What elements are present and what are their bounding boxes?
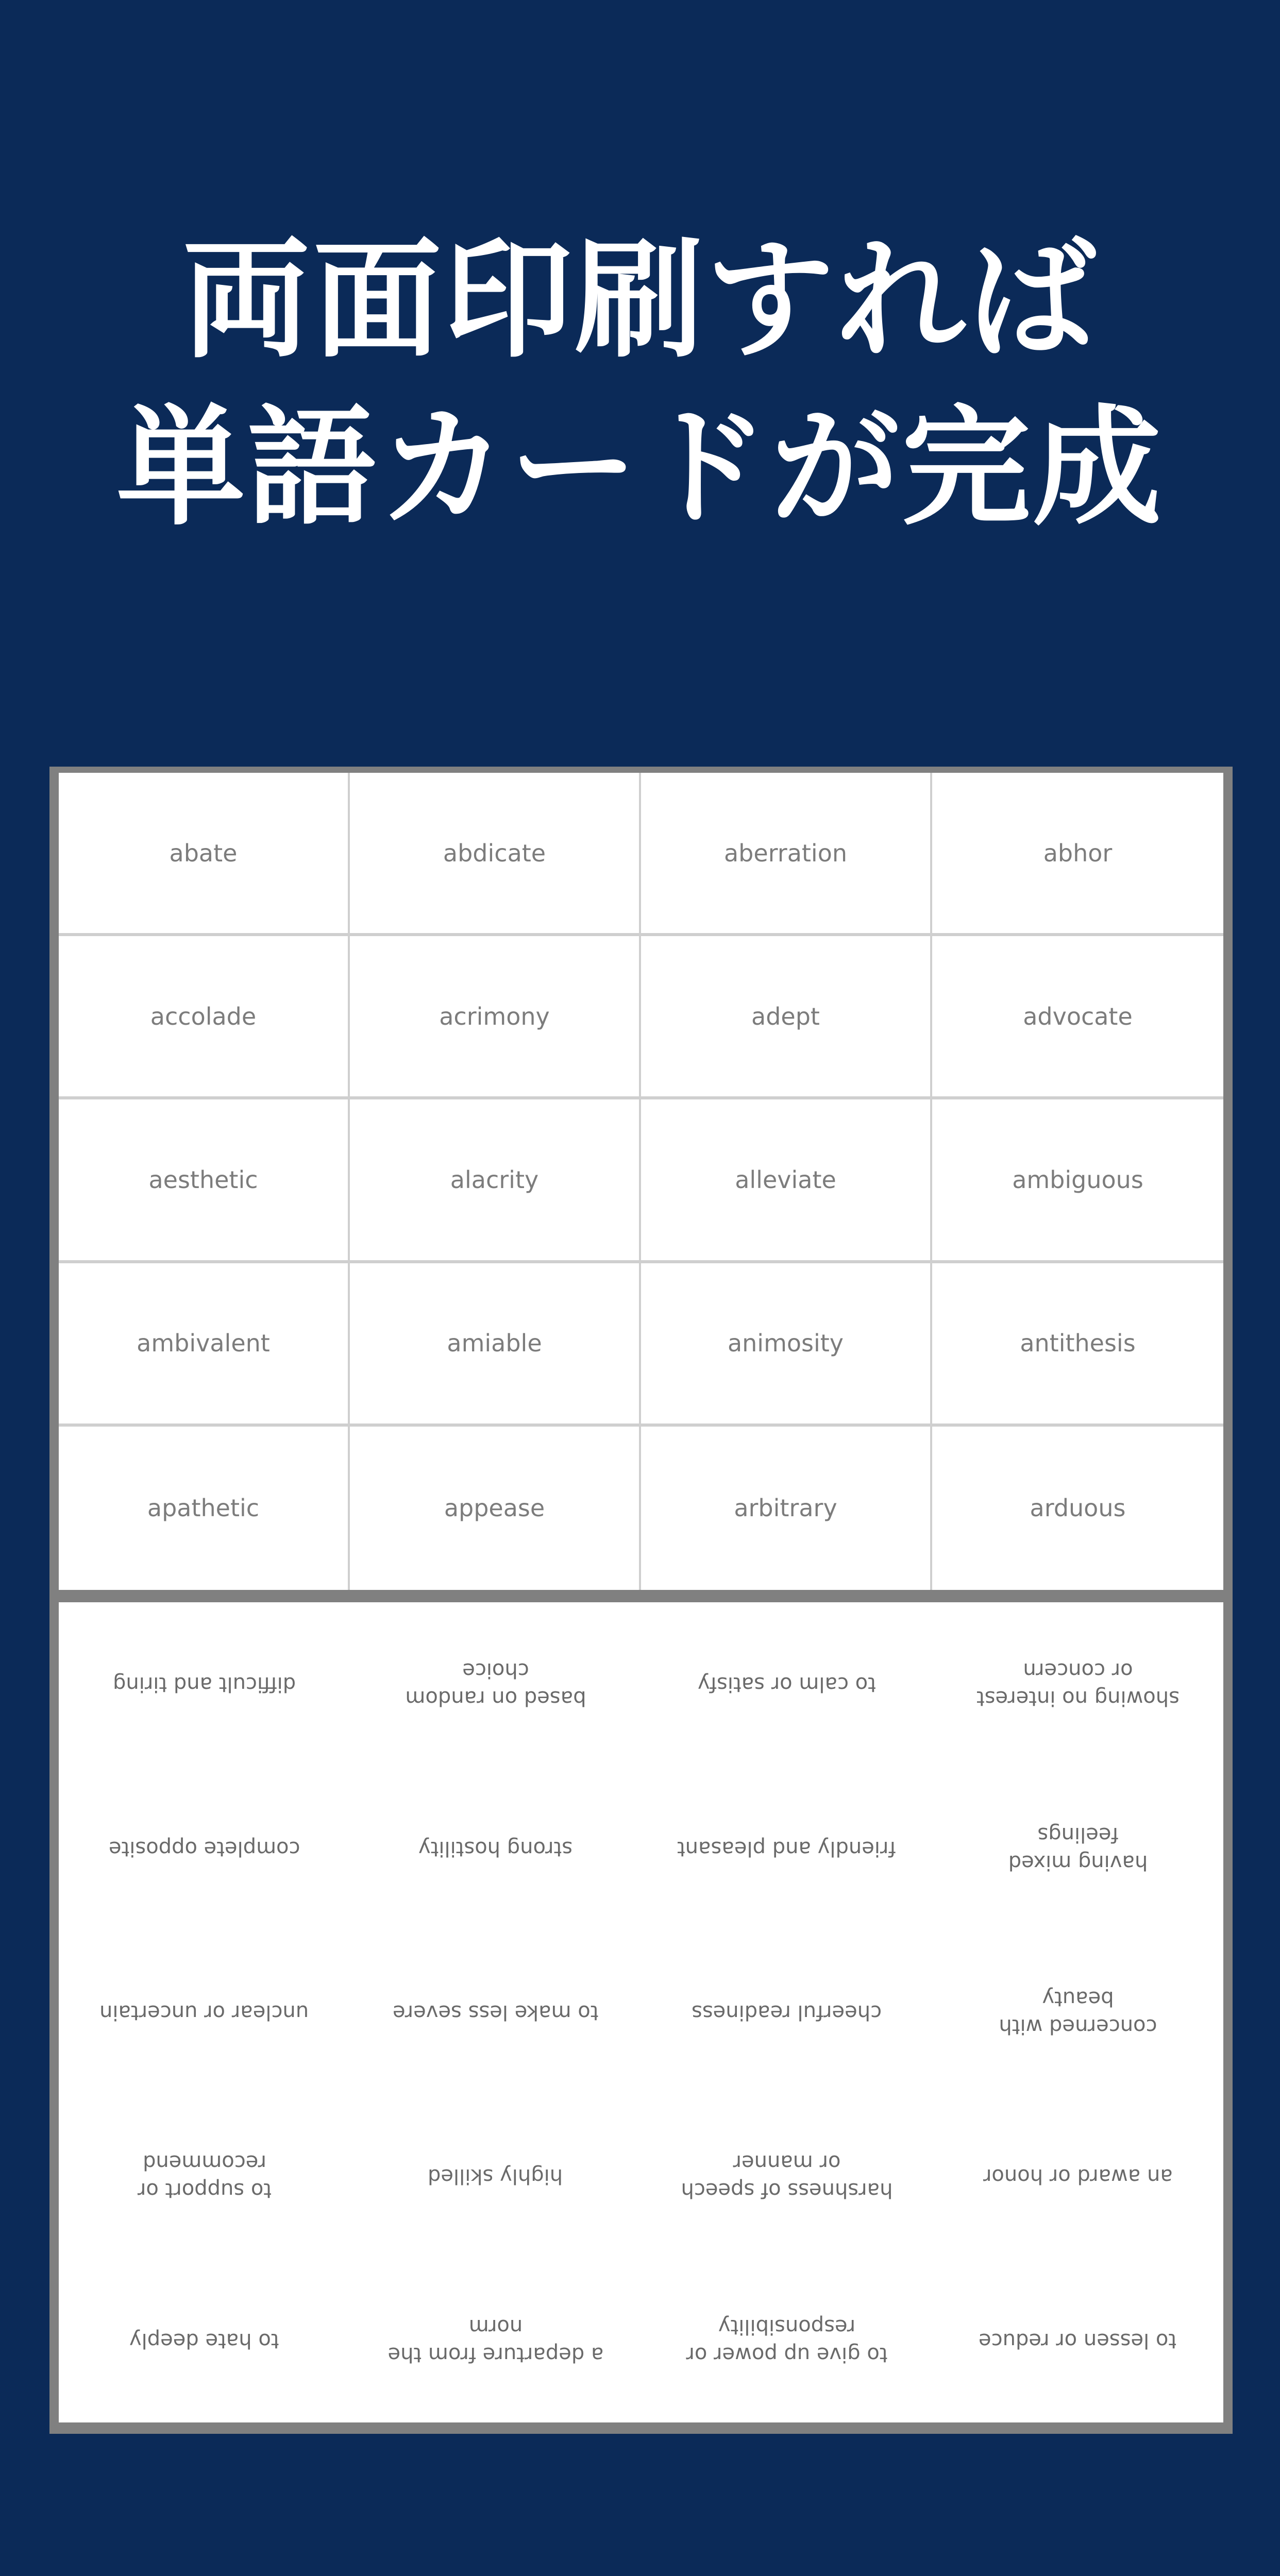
front-card <box>932 1263 1223 1427</box>
card-definition: based on random choice <box>405 1658 586 1710</box>
card-word: antithesis <box>1020 1329 1136 1358</box>
card-word: advocate <box>1023 1002 1133 1030</box>
front-card <box>59 1099 350 1263</box>
front-card <box>350 1099 641 1263</box>
front-card <box>350 773 641 936</box>
card-word: aberration <box>723 839 847 867</box>
headline <box>0 216 1280 551</box>
back-card <box>641 1602 932 1766</box>
card-definition: concerned with beauty <box>998 1986 1157 2038</box>
front-card <box>641 1099 932 1263</box>
back-card <box>932 1766 1223 1930</box>
front-card <box>59 1427 350 1590</box>
card-word: arbitrary <box>734 1494 837 1522</box>
card-definition: difficult and tiring <box>112 1672 296 1697</box>
front-card <box>641 936 932 1099</box>
back-card <box>932 2259 1223 2422</box>
back-card <box>932 1930 1223 2094</box>
front-card-grid <box>59 773 1223 1590</box>
back-card <box>350 1766 641 1930</box>
card-word: ambivalent <box>137 1329 270 1358</box>
card-definition: friendly and pleasant <box>677 1836 896 1860</box>
back-card <box>641 2094 932 2258</box>
back-card <box>641 1766 932 1930</box>
back-card <box>932 1602 1223 1766</box>
front-card <box>59 773 350 936</box>
card-word: arduous <box>1030 1494 1126 1522</box>
card-definition: having mixed feelings <box>1008 1822 1148 1874</box>
back-card <box>59 2259 350 2422</box>
card-definition: to calm or satisfy <box>697 1672 876 1697</box>
card-definition: to lessen or reduce <box>979 2328 1177 2352</box>
front-card <box>932 1427 1223 1590</box>
card-word: abhor <box>1043 839 1113 867</box>
card-word: abate <box>169 839 238 867</box>
card-word: animosity <box>727 1329 844 1358</box>
card-definition: harshness of speech or manner <box>681 2150 892 2202</box>
card-word: alacrity <box>450 1165 539 1194</box>
card-definition: unclear or uncertain <box>99 2000 309 2024</box>
back-card <box>350 2259 641 2422</box>
card-word: adept <box>751 1002 820 1030</box>
back-card <box>350 2094 641 2258</box>
card-definition: cheerful readiness <box>691 2000 882 2024</box>
front-card <box>641 1427 932 1590</box>
front-card <box>641 1263 932 1427</box>
card-word: abdicate <box>443 839 546 867</box>
front-card <box>350 1263 641 1427</box>
front-card <box>932 773 1223 936</box>
card-word: accolade <box>150 1002 257 1030</box>
front-card <box>350 936 641 1099</box>
front-card <box>932 1099 1223 1263</box>
headline-line-2: 単語カードが完成 <box>116 393 1164 543</box>
back-sheet <box>59 1602 1223 2422</box>
print-preview <box>49 767 1233 2434</box>
card-definition: an award or honor <box>983 2164 1173 2189</box>
card-word: amiable <box>447 1329 542 1358</box>
card-word: alleviate <box>735 1165 836 1194</box>
front-card <box>932 936 1223 1099</box>
back-card <box>641 1930 932 2094</box>
card-definition: strong hostility <box>418 1836 573 1860</box>
front-card <box>59 1263 350 1427</box>
card-word: apathetic <box>147 1494 260 1522</box>
front-card <box>641 773 932 936</box>
back-card <box>59 1766 350 1930</box>
headline-line-1: 両面印刷すれば <box>182 225 1098 375</box>
back-card <box>59 1602 350 1766</box>
card-definition: highly skilled <box>428 2164 563 2189</box>
back-card-grid <box>59 1602 1223 2422</box>
card-definition: to hate deeply <box>129 2328 279 2352</box>
back-card <box>59 1930 350 2094</box>
back-card <box>641 2259 932 2422</box>
card-definition: to make less severe <box>392 2000 599 2024</box>
card-word: aesthetic <box>148 1165 258 1194</box>
card-definition: to support or recommend <box>137 2150 272 2202</box>
front-card <box>350 1427 641 1590</box>
card-definition: showing no interest or concern <box>976 1658 1180 1710</box>
card-word: ambiguous <box>1012 1165 1143 1194</box>
back-card <box>350 1602 641 1766</box>
back-card <box>59 2094 350 2258</box>
card-word: acrimony <box>439 1002 550 1030</box>
front-sheet <box>59 773 1223 1590</box>
card-definition: complete opposite <box>108 1836 300 1860</box>
back-card <box>350 1930 641 2094</box>
card-word: appease <box>444 1494 545 1522</box>
front-card <box>59 936 350 1099</box>
card-definition: a departure from the norm <box>388 2314 603 2366</box>
card-definition: to give up power or responsibility <box>685 2314 888 2366</box>
back-card <box>932 2094 1223 2258</box>
